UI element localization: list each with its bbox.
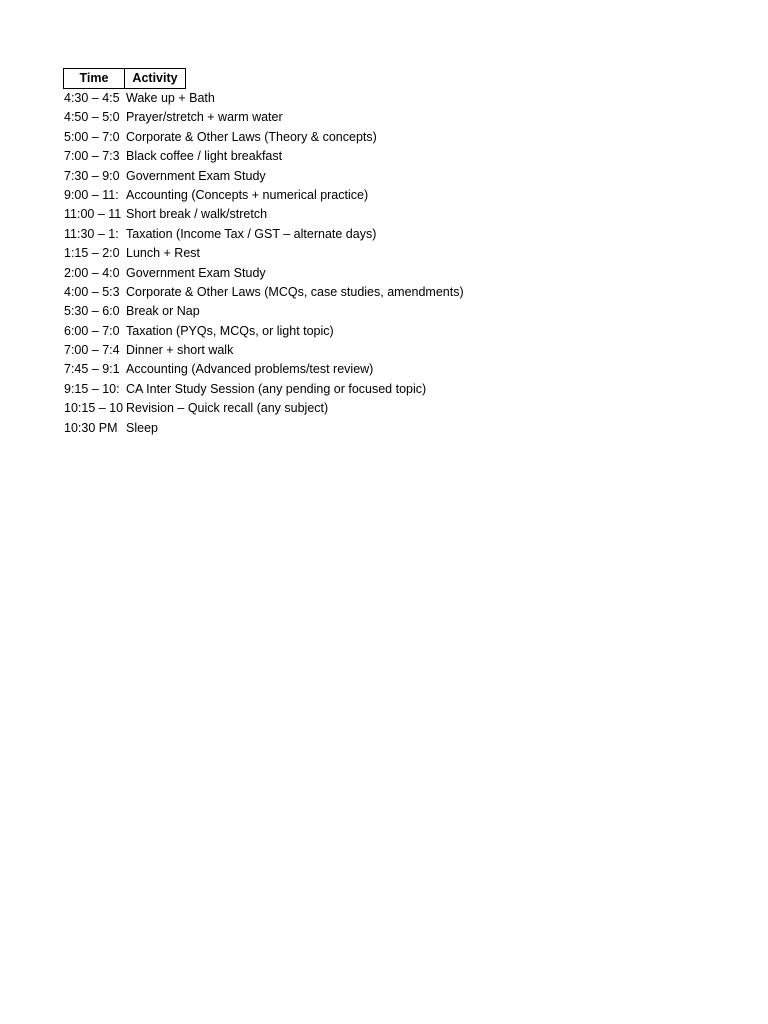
time-cell[interactable]: 7:00 – 7:4	[64, 343, 120, 358]
table-row	[63, 322, 464, 341]
table-row	[63, 167, 464, 186]
activity-cell[interactable]: Government Exam Study	[126, 265, 266, 280]
table-row	[63, 225, 464, 244]
time-cell[interactable]: 7:00 – 7:3	[64, 149, 120, 164]
activity-cell[interactable]: Lunch + Rest	[126, 246, 201, 261]
table-row	[63, 205, 464, 224]
time-cell[interactable]: 5:00 – 7:0	[64, 129, 120, 144]
table-row	[63, 186, 464, 205]
table-row	[63, 419, 464, 438]
activity-cell[interactable]: Wake up + Bath	[126, 91, 215, 105]
activity-cell[interactable]: CA Inter Study Session (any pending or focused topic)	[126, 381, 427, 396]
time-cell[interactable]: 9:00 – 11:	[64, 187, 119, 202]
table-row	[63, 302, 464, 321]
time-cell[interactable]: 11:30 – 1:	[64, 226, 119, 241]
table-row	[63, 128, 464, 147]
activity-cell[interactable]: Corporate & Other Laws (MCQs, case studies, amendments)	[126, 284, 464, 299]
activity-cell[interactable]: Taxation (Income Tax / GST – alternate days)	[126, 226, 377, 241]
table-row	[63, 147, 464, 166]
activity-cell[interactable]: Corporate & Other Laws (Theory & concepts)	[126, 129, 377, 144]
activity-cell[interactable]: Black coffee / light breakfast	[126, 149, 283, 164]
schedule-rows	[63, 89, 464, 438]
activity-cell[interactable]: Dinner + short walk	[126, 343, 234, 358]
activity-cell[interactable]: Short break / walk/stretch	[126, 207, 268, 222]
activity-cell[interactable]: Accounting (Advanced problems/test review)	[126, 362, 374, 377]
table-row	[63, 89, 464, 108]
time-cell[interactable]: 10:15 – 10	[64, 401, 124, 416]
schedule-sheet	[63, 68, 464, 438]
time-cell[interactable]: 5:30 – 6:0	[64, 304, 120, 319]
table-row	[63, 341, 464, 360]
table-header-row	[63, 68, 464, 88]
time-cell[interactable]: 2:00 – 4:0	[64, 265, 120, 280]
table-row	[63, 360, 464, 379]
activity-cell[interactable]: Break or Nap	[126, 304, 200, 319]
time-cell[interactable]: 7:45 – 9:1	[64, 362, 120, 377]
table-row	[63, 244, 464, 263]
time-cell[interactable]: 4:50 – 5:0	[64, 110, 120, 125]
time-cell[interactable]: 11:00 – 11	[64, 207, 122, 222]
time-cell[interactable]: 9:15 – 10:	[64, 381, 120, 396]
activity-cell[interactable]: Government Exam Study	[126, 168, 266, 183]
table-row	[63, 264, 464, 283]
activity-cell[interactable]: Sleep	[126, 420, 158, 435]
header-time[interactable]: Time	[63, 68, 125, 89]
time-cell[interactable]: 7:30 – 9:0	[64, 168, 120, 183]
time-cell[interactable]: 4:00 – 5:3	[64, 284, 120, 299]
activity-cell[interactable]: Prayer/stretch + warm water	[126, 110, 283, 125]
activity-cell[interactable]: Taxation (PYQs, MCQs, or light topic)	[126, 323, 334, 338]
time-cell[interactable]: 1:15 – 2:0	[64, 246, 120, 261]
header-activity[interactable]: Activity	[125, 68, 186, 89]
table-row	[63, 380, 464, 399]
table-row	[63, 283, 464, 302]
time-cell[interactable]: 4:30 – 4:5	[64, 91, 120, 105]
activity-cell[interactable]: Accounting (Concepts + numerical practice)	[126, 187, 369, 202]
table-row	[63, 108, 464, 127]
time-cell[interactable]: 10:30 PM	[64, 420, 118, 435]
table-row	[63, 399, 464, 418]
time-cell[interactable]: 6:00 – 7:0	[64, 323, 120, 338]
activity-cell[interactable]: Revision – Quick recall (any subject)	[126, 401, 329, 416]
